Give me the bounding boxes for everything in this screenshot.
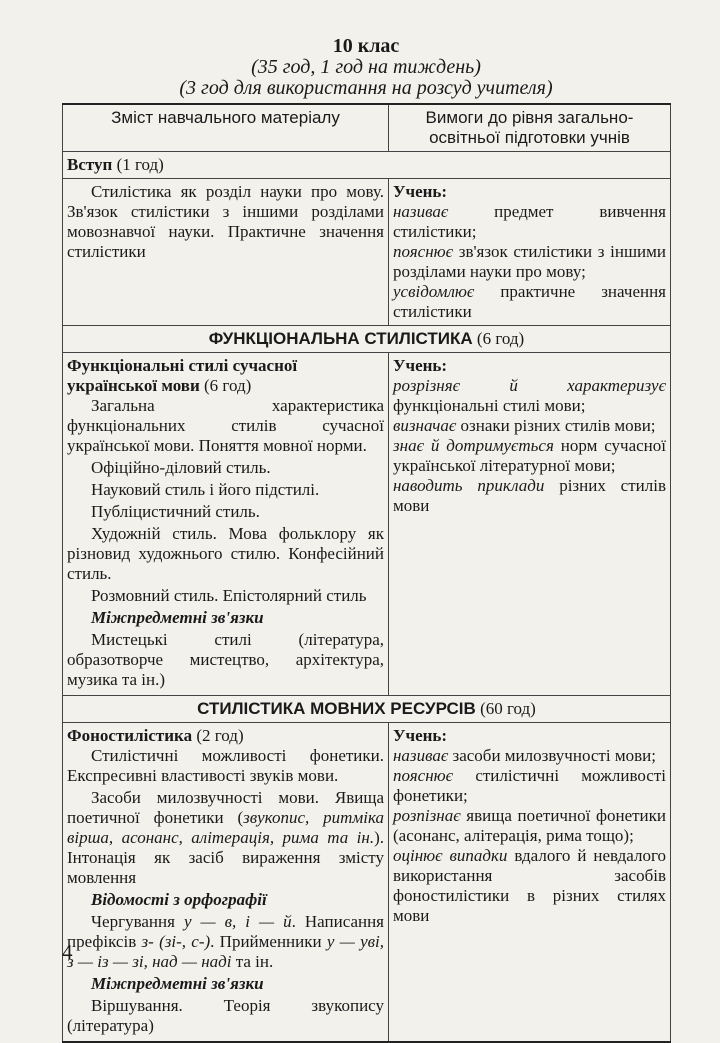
intro-title: Вступ [67,155,113,174]
orthography-text: Чергування у — в, і — й. Написання префіксів з- (зі-, с-). Прийменники у — уві, з — із — зі, над — наді та ін. [67,912,385,971]
functional-item: Розмовний стиль. Епістолярний стиль [91,586,367,605]
page-number: 4 [62,940,73,964]
curriculum-table [62,103,671,1043]
phono-req: пояснює стилістичні можливості фонетики; [393,766,666,805]
intro-hours: (1 год) [112,155,164,174]
column-header-requirements [389,104,671,152]
phono-req: оцінює випадки вдалого й невдалого використання засобів фоностилістики в різних стилях мови [393,846,666,925]
interdisciplinary-text: Мистецькі стилі (література, образотворче мистецтво, архітектура, музика та ін.) [67,630,384,689]
functional-content-cell [63,353,389,696]
functional-row [63,353,671,696]
heading [62,36,670,99]
intro-req: усвідомлює практичне значення стилістики [393,282,666,321]
intro-requirements-cell [389,179,671,326]
hours-total: (35 год, 1 год на тиждень) [251,56,481,78]
section-functional-title: ФУНКЦІОНАЛЬНА СТИЛІСТИКА (6 год) [63,326,671,353]
requirements-header-line1: Вимоги до рівня загально- [425,108,634,127]
intro-req: пояснює зв'язок стилістики з іншими розділами науки про мову; [393,242,666,281]
functional-req: наводить приклади різних стилів мови [393,476,666,515]
intro-row [63,179,671,326]
orthography-title: Відомості з орфографії [91,890,267,909]
phonostylistics-row [63,723,671,1043]
section-resources-title: СТИЛІСТИКА МОВНИХ РЕСУРСІВ (60 год) [63,696,671,723]
functional-item: Публіцистичний стиль. [91,502,260,521]
requirements-header-line2: освітньої підготовки учнів [429,128,630,147]
phono-topic-title: Фоностилістика (2 год) [67,726,244,745]
phono-req: називає засоби милозвучності мови; [393,746,656,765]
functional-req: знає й дотримується норм сучасної української літературної мови; [393,436,666,475]
functional-requirements-cell [389,353,671,696]
phono-req: розпізнає явища поетичної фонетики (асонанс, алітерація, рима тощо); [393,806,666,845]
intro-title-cell [63,152,671,179]
curriculum-page [62,36,670,1043]
column-header-row [63,104,671,152]
functional-topic-title: Функціональні стилі сучасної української мови (6 год) [67,356,298,395]
phono-item: Стилістичні можливості фонетики. Експресивні властивості звуків мови. [67,746,384,785]
functional-item: Офіційно-діловий стиль. [91,458,271,477]
functional-item: Художній стиль. Мова фольклору як різновид художнього стилю. Конфесійний стиль. [67,524,384,583]
functional-pupil-label: Учень: [393,356,448,375]
functional-req: розрізняє й характеризує функціональні стилі мови; [393,376,666,415]
intro-content-cell [63,179,389,326]
functional-req: визначає ознаки різних стилів мови; [393,416,656,435]
grade-title: 10 клас [332,35,400,57]
phono-item: Засоби милозвучності мови. Явища поетичної фонетики (звукопис, ритміка вірша, асонанс, алітерація, рима та ін.). Інтонація як засіб вираження змісту мовлення [67,788,384,887]
functional-item: Науковий стиль і його підстилі. [91,480,320,499]
intro-content: Стилістика як розділ науки про мову. Зв'язок стилістики з іншими розділами мовознавчої науки. Практичне значення стилістики [67,182,384,261]
section-resources-row [63,696,671,723]
section-functional-row [63,326,671,353]
functional-item: Загальна характеристика функціональних стилів сучасної української мови. Поняття мовної норми. [67,396,384,455]
interdisciplinary-text: Віршування. Теорія звукопису (література) [67,996,384,1035]
phono-content-cell [63,723,389,1043]
intro-req: називає предмет вивчення стилістики; [393,202,666,241]
hours-teacher: (3 год для використання на розсуд учителя) [179,77,553,99]
phono-requirements-cell [389,723,671,1043]
intro-title-row [63,152,671,179]
phono-pupil-label: Учень: [393,726,448,745]
column-header-content: Зміст навчального матеріалу [63,104,389,152]
interdisciplinary-title: Міжпредметні зв'язки [91,608,264,627]
interdisciplinary-title: Міжпредметні зв'язки [91,974,264,993]
intro-pupil-label: Учень: [393,182,448,201]
